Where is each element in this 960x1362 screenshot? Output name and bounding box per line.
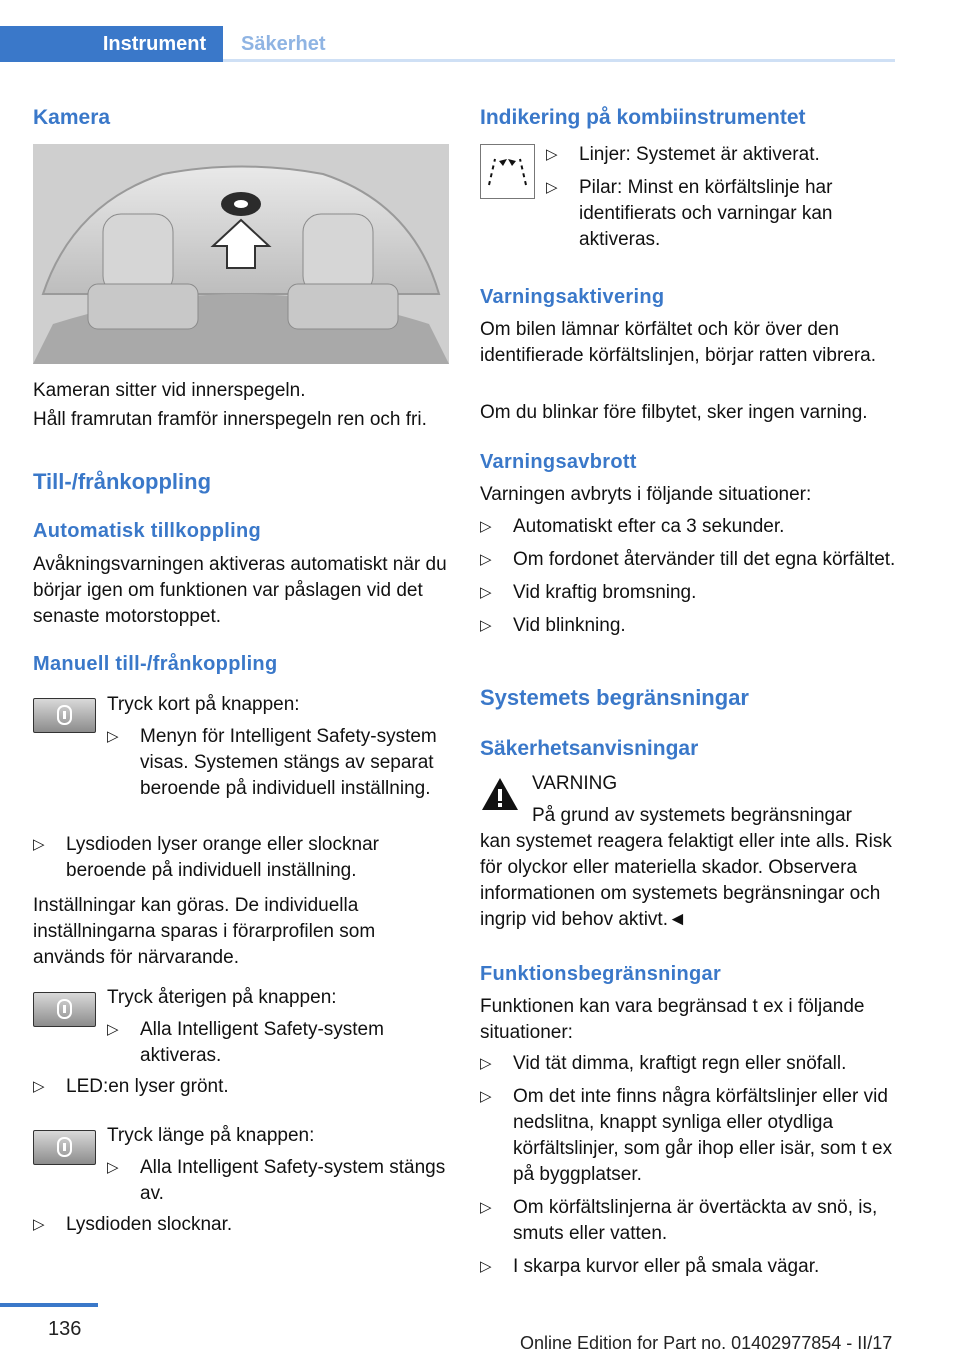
windshield-camera-illustration [33,144,449,364]
list-item: ▷ Linjer: Systemet är aktiverat. [546,142,896,168]
list-item: ▷ Om det inte finns några körfältslinjer eller vid nedslitna, knappt synliga eller otydliga körfältslinjer, som går ihop eller isär, som t ex på byggplatser. [480,1084,896,1188]
tab-instrument[interactable]: Instrument [0,26,223,62]
list-item: ▷ Om fordonet återvänder till det egna körfältet. [480,547,896,573]
list-item: ▷ Automatiskt efter ca 3 sekunder. [480,514,896,540]
list-item: ▷ Vid blinkning. [480,613,896,639]
list-item: ▷ Lysdioden lyser orange eller slocknar beroende på individuell inställning. [33,832,449,884]
heading-varningsaktivering: Varningsaktivering [480,286,665,308]
heading-sakerhetsanvisningar: Säkerhetsanvisningar [480,737,699,760]
press-long-list [107,1155,449,1207]
tab-underline [223,59,895,62]
press-short-text: Tryck kort på knappen: [107,694,300,715]
varn-avb-intro: Varningen avbryts i följande situationer: [480,484,812,505]
varn-akt-text-2: Om du blinkar före filbytet, sker ingen varning. [480,402,868,423]
edition-footer: Online Edition for Part no. 01402977854 - II/17 [520,1333,893,1353]
list-item: ▷ Alla Intelligent Safety-system aktiveras. [107,1017,449,1069]
varn-avb-list [480,514,896,639]
list-item: ▷ I skarpa kurvor eller på smala vägar. [480,1254,896,1280]
press-short-list [107,724,449,802]
heading-indikering: Indikering på kombiinstrumentet [480,106,806,129]
list-item: ▷ Lysdioden slocknar. [33,1212,449,1238]
warning-text-rest: kan systemet reagera felaktigt eller inte alls. Risk för olyckor eller materiella skador. Observera informationen om systemets begränsningar och ingrip vid behov aktivt.◄ [480,831,892,930]
tab-sakerhet[interactable]: Säkerhet [241,33,326,55]
heading-systemets-begransningar: Systemets begränsningar [480,685,749,710]
safety-button-icon [33,698,96,733]
list-item: ▷ Vid kraftig bromsning. [480,580,896,606]
press-again-list [107,1017,449,1069]
led-green-list [33,1074,449,1100]
camera-photo [33,144,449,364]
heading-manuell: Manuell till-/frånkoppling [33,653,278,675]
heading-till-franskoppling: Till-/frånkoppling [33,469,212,494]
list-item: ▷ Pilar: Minst en körfältslinje har identifierats och varningar kan aktiveras. [546,175,896,253]
list-item: ▷ Alla Intelligent Safety-system stängs av. [107,1155,449,1207]
heading-kamera: Kamera [33,106,111,129]
safety-button-icon [33,1130,96,1165]
page-number: 136 [48,1318,82,1340]
varn-akt-text-1: Om bilen lämnar körfältet och kör över den identifierade körfältslinjen, börjar ratten vibrera. [480,319,877,366]
warning-triangle-icon [480,776,520,812]
kamera-text-1: Kameran sitter vid innerspegeln. [33,380,306,401]
list-item: ▷ Menyn för Intelligent Safety-system visas. Systemen stängs av separat beroende på individuell inställning. [107,724,449,802]
kamera-text-2: Håll framrutan framför innerspegeln ren och fri. [33,409,427,430]
safety-button-icon [33,992,96,1027]
list-item: ▷ Om körfältslinjerna är övertäckta av snö, is, smuts eller vatten. [480,1195,896,1247]
settings-text: Inställningar kan göras. De individuella inställningarna sparas i förarprofilen som används för närvarande. [33,895,376,968]
page-number-bar [0,1303,98,1307]
press-again-text: Tryck återigen på knappen: [107,987,337,1008]
header-tabs [0,26,895,62]
auto-text: Avåkningsvarningen aktiveras automatiskt när du börjar igen om funktionen var påslagen vid det senaste motorstoppet. [33,554,447,627]
warning-text-first: På grund av systemets begränsningar [532,805,853,826]
indik-list [546,142,896,253]
funk-intro: Funktionen kan vara begränsad t ex i följande situationer: [480,996,865,1043]
list-item: ▷ Vid tät dimma, kraftigt regn eller snöfall. [480,1051,896,1077]
heading-funktionsbegransningar: Funktionsbegränsningar [480,963,722,985]
led-off-list [33,1212,449,1238]
led-list-1 [33,832,449,884]
list-item: ▷ LED:en lyser grönt. [33,1074,449,1100]
heading-automatisk: Automatisk tillkoppling [33,520,262,542]
warning-label: VARNING [532,773,618,794]
heading-varningsavbrott: Varningsavbrott [480,451,637,473]
press-long-text: Tryck länge på knappen: [107,1125,315,1146]
lane-indicator-icon [480,144,535,199]
funk-list [480,1051,896,1280]
